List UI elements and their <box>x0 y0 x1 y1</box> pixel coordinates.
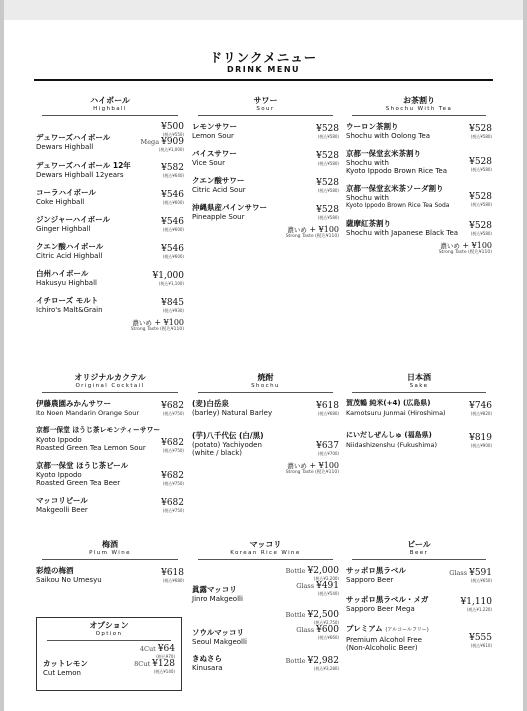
menu-item <box>346 566 492 588</box>
item-tax: (税込¥930) <box>162 308 184 313</box>
section-rule <box>47 640 171 641</box>
item-name: 伊藤農園みかんサワー <box>36 399 111 408</box>
menu-item <box>346 219 492 241</box>
item-tax: (税込¥600) <box>162 254 184 259</box>
strong-label: 濃いめ <box>287 462 307 470</box>
item-tax: (税込¥580) <box>317 215 339 220</box>
option-name: カットレモン <box>43 659 88 668</box>
glass-tax: (税込¥660) <box>317 635 339 640</box>
item-english: Saikou No Umesyu <box>36 575 102 584</box>
item-price: ¥546 <box>161 244 184 254</box>
option-row <box>43 659 175 677</box>
menu-item <box>36 242 184 264</box>
size-label: Bottle <box>285 657 306 665</box>
item-price: ¥682 <box>161 498 184 508</box>
menu-item <box>36 269 184 291</box>
section-beer <box>346 540 492 659</box>
menu-item <box>192 431 339 461</box>
menu-item <box>36 215 184 237</box>
section-tea <box>346 96 492 256</box>
bottle-price: ¥2,000 <box>307 566 339 576</box>
menu-item <box>192 566 339 606</box>
menu-item <box>192 654 339 676</box>
section-title: オプション <box>89 621 129 630</box>
strong-price: + ¥100 <box>309 461 339 470</box>
item-tax: (税込¥750) <box>162 448 184 453</box>
item-english: Jinro Makgeolli <box>192 594 243 603</box>
item-english-line2: Kyoto Ippodo Brown Rice Tea <box>346 167 448 175</box>
top-stripe <box>4 0 523 20</box>
item-tax: (税込¥1,220) <box>466 607 492 612</box>
item-price: ¥546 <box>161 217 184 227</box>
strong-option <box>346 241 492 256</box>
section-title: 梅酒 <box>102 540 118 549</box>
item-tax: (税込¥750) <box>162 508 184 513</box>
title-rule <box>34 79 493 81</box>
item-english: Vice Sour <box>192 158 226 167</box>
item-tax: (税込¥700) <box>317 451 339 456</box>
item-name: プレミアム <box>346 624 383 633</box>
item-price: ¥546 <box>161 190 184 200</box>
item-name: デュワーズハイボール 12年 <box>36 161 131 170</box>
section-rule <box>198 392 333 393</box>
item-english: Citric Acid Highball <box>36 251 103 260</box>
item-name: ジンジャーハイボール <box>36 215 110 224</box>
section-rule <box>42 559 178 560</box>
menu-item <box>36 566 184 588</box>
item-english: Makgeolli Beer <box>36 505 88 514</box>
section-rule <box>42 115 178 116</box>
size-label: Glass <box>449 569 468 577</box>
item-name: サッポロ黒ラベル・メガ <box>346 595 429 604</box>
item-name: (麦)白岳泉 <box>192 399 229 408</box>
bottle-price: ¥2,500 <box>307 610 339 620</box>
item-price: ¥528 <box>469 221 492 231</box>
item-name: マッコリビール <box>36 496 88 505</box>
menu-item <box>36 496 184 518</box>
strong-text: Strong Taste (税込¥110) <box>438 250 492 255</box>
item-name: デュワーズハイボール <box>36 133 111 142</box>
item-name: コーラハイボール <box>36 188 96 197</box>
option-english: Cut Lemon <box>43 668 81 677</box>
section-plum <box>36 540 184 593</box>
section-subtitle: Sake <box>409 383 429 389</box>
item-size-label: Mega <box>140 138 160 146</box>
menu-item <box>346 431 492 453</box>
item-english: (barley) Natural Barley <box>192 408 273 417</box>
item-price: ¥618 <box>316 401 339 411</box>
item-english: Dewars Highball <box>36 142 94 151</box>
item-tax: (税込¥580) <box>470 167 492 172</box>
strong-text: Strong Taste (税込¥110) <box>285 470 339 475</box>
item-tax: (税込¥650) <box>470 578 492 583</box>
item-price: ¥618 <box>161 568 184 578</box>
menu-item <box>36 296 184 318</box>
item-price: ¥1,000 <box>152 271 184 281</box>
item-english: Kyoto Ippodo <box>36 470 82 479</box>
section-rule <box>352 392 486 393</box>
item-name: 京都一保堂 ほうじ茶ビール <box>36 461 129 470</box>
item-english: Premium Alcohol Free <box>346 635 422 644</box>
item-english: Ginger Highball <box>36 224 91 233</box>
item-english: Seoul Makgeolli <box>192 637 247 646</box>
section-rule <box>42 392 178 393</box>
item-tax: (税込¥900) <box>470 443 492 448</box>
section-makgeolli <box>192 540 339 681</box>
menu-item <box>192 610 339 650</box>
item-english: Kinusara <box>192 663 223 672</box>
item-name: ウーロン茶割り <box>346 122 399 131</box>
section-subtitle: Highball <box>93 106 127 112</box>
item-english: Kyoto Ippodo <box>36 435 82 444</box>
item-english: Shochu with Japanese Black Tea <box>346 228 459 237</box>
size-label: Bottle <box>285 611 306 619</box>
item-name: バイスサワー <box>192 149 237 158</box>
glass-tax: (税込¥540) <box>317 591 339 596</box>
item-name: 賀茂鶴 純米(+4) (広島県) <box>346 399 431 407</box>
section-subtitle: Beer <box>409 550 429 556</box>
item-english: Shochu with <box>346 193 389 202</box>
menu-page <box>4 0 523 711</box>
option-label: 8Cut <box>134 660 151 668</box>
item-name: サッポロ黒ラベル <box>346 566 406 575</box>
item-english: Sapporo Beer Mega <box>346 604 415 613</box>
item-name: イチローズ モルト <box>36 296 99 305</box>
menu-item <box>192 149 339 171</box>
item-tax: (税込¥580) <box>470 134 492 139</box>
menu-item <box>192 399 339 421</box>
item-price: ¥528 <box>469 157 492 167</box>
item-name: (芋)八千代伝 (白/黒) <box>192 431 264 440</box>
item-tax: (税込¥820) <box>470 411 492 416</box>
item-price: ¥1,110 <box>460 597 492 607</box>
item-name: 白州ハイボール <box>36 269 89 278</box>
item-tax-mega: (税込¥1,000) <box>158 147 184 152</box>
strong-text: Strong Taste (税込¥110) <box>285 234 339 239</box>
section-cocktail <box>36 373 184 523</box>
item-english: Shochu with <box>346 158 389 167</box>
section-title: サワー <box>253 96 278 105</box>
item-price: ¥582 <box>161 163 184 173</box>
strong-option <box>192 225 339 240</box>
item-name: 彩煌の梅酒 <box>36 566 74 575</box>
item-tax: (税込¥680) <box>162 578 184 583</box>
item-price: ¥528 <box>316 205 339 215</box>
item-tax: (税込¥750) <box>162 481 184 486</box>
item-price: ¥528 <box>469 192 492 202</box>
option-label: 4Cut <box>139 645 156 653</box>
item-tax: (税込¥580) <box>317 134 339 139</box>
item-name: にいだしぜんしゅ (福島県) <box>346 431 432 439</box>
section-shochu <box>192 373 339 476</box>
option-price: ¥128 <box>152 659 175 669</box>
item-tax: (税込¥580) <box>470 202 492 207</box>
item-price: ¥746 <box>469 401 492 411</box>
item-english-line2: Roasted Green Tea Lemon Sour <box>36 444 146 452</box>
item-english: Hakusyu Highball <box>36 278 97 287</box>
section-subtitle: Shochu <box>251 383 280 389</box>
item-english-line2: Roasted Green Tea Beer <box>36 479 121 487</box>
section-title: マッコリ <box>249 540 282 549</box>
item-english-line2: (Non-Alcoholic Beer) <box>346 644 418 652</box>
item-english: Ichiro's Malt&Grain <box>36 305 103 314</box>
option-box <box>36 617 182 691</box>
section-title: オリジナルカクテル <box>74 373 146 382</box>
item-tax: (税込¥580) <box>317 161 339 166</box>
section-rule <box>352 115 486 116</box>
item-price: ¥555 <box>469 633 492 643</box>
strong-option <box>192 461 339 476</box>
menu-item <box>36 399 184 421</box>
section-title: ハイボール <box>90 96 130 105</box>
item-name: きぬさら <box>192 654 222 663</box>
glass-price: ¥491 <box>316 581 339 591</box>
strong-label: 濃いめ <box>287 226 307 234</box>
menu-item <box>346 595 492 617</box>
item-price: ¥637 <box>316 441 339 451</box>
bottle-tax: (税込¥3,280) <box>313 666 339 671</box>
menu-item <box>346 149 492 179</box>
section-highball <box>36 96 184 333</box>
item-name: ソウルマッコリ <box>192 628 244 637</box>
item-english: Coke Highball <box>36 197 85 206</box>
item-name: 薩摩紅茶割り <box>346 219 391 228</box>
item-price: ¥682 <box>161 401 184 411</box>
menu-item <box>36 122 184 156</box>
bottle-tax: (税込¥2,200) <box>313 576 339 581</box>
item-tax: (税込¥600) <box>162 200 184 205</box>
menu-item <box>346 624 492 654</box>
item-price: ¥528 <box>469 124 492 134</box>
strong-label: 濃いめ <box>132 319 152 327</box>
menu-item <box>36 161 184 183</box>
section-title: お茶割り <box>403 96 435 105</box>
menu-item <box>36 461 184 491</box>
section-subtitle: Option <box>95 631 123 637</box>
size-label: Glass <box>296 626 315 634</box>
item-price: ¥845 <box>161 298 184 308</box>
section-title: 焼酎 <box>257 373 274 382</box>
menu-item <box>192 203 339 225</box>
strong-price: + ¥100 <box>154 318 184 327</box>
bottle-price: ¥2,982 <box>307 656 339 666</box>
section-sour <box>192 96 339 240</box>
item-price: ¥591 <box>469 568 492 578</box>
item-english: Shochu with Oolong Tea <box>346 131 430 140</box>
section-title: ビール <box>407 540 431 549</box>
item-name: 眞露マッコリ <box>192 585 237 594</box>
item-english: Lemon Sour <box>192 131 234 140</box>
item-english: Niidashizenshu (Fukushima) <box>346 440 438 449</box>
menu-item <box>346 122 492 144</box>
item-english: Kamotsuru Junmai (Hiroshima) <box>346 408 446 417</box>
item-name: 京都一保堂 ほうじ茶レモンティーサワー <box>36 426 161 434</box>
item-name-note: (アルコールフリー) <box>385 627 429 633</box>
item-english-line2: (white / black) <box>192 449 243 457</box>
item-english: Dewars Highball 12years <box>36 170 124 179</box>
item-english: Sapporo Beer <box>346 575 394 584</box>
item-english: (potato) Yachiyoden <box>192 440 262 449</box>
item-tax: (税込¥680) <box>317 411 339 416</box>
item-price: ¥682 <box>161 438 184 448</box>
strong-text: Strong Taste (税込¥110) <box>130 327 184 332</box>
item-price: ¥682 <box>161 471 184 481</box>
section-subtitle: Original Cocktail <box>75 383 145 389</box>
menu-item <box>192 176 339 198</box>
item-name: 京都一保堂玄米茶割り <box>346 149 421 158</box>
item-tax: (税込¥600) <box>162 227 184 232</box>
section-subtitle: Korean Rice Wine <box>230 550 301 556</box>
item-tax: (税込¥640) <box>162 173 184 178</box>
option-tax: (税込¥70) <box>156 654 175 659</box>
item-price: ¥500 <box>161 122 184 132</box>
item-english: Citric Acid Sour <box>192 185 246 194</box>
item-price-mega: ¥909 <box>161 137 184 147</box>
size-label: Bottle <box>285 567 306 575</box>
menu-item <box>192 122 339 144</box>
section-rule <box>198 559 333 560</box>
section-sake <box>346 373 492 458</box>
item-price: ¥819 <box>469 433 492 443</box>
menu-item <box>36 426 184 456</box>
menu-item <box>36 188 184 210</box>
item-tax: (税込¥580) <box>317 188 339 193</box>
item-tax: (税込¥750) <box>162 411 184 416</box>
item-price: ¥528 <box>316 178 339 188</box>
item-tax: (税込¥580) <box>470 231 492 236</box>
item-price: ¥528 <box>316 151 339 161</box>
item-name: レモンサワー <box>192 122 237 131</box>
strong-label: 濃いめ <box>440 242 460 250</box>
strong-option <box>36 318 184 333</box>
item-price: ¥528 <box>316 124 339 134</box>
glass-price: ¥600 <box>316 625 339 635</box>
section-rule <box>352 559 486 560</box>
menu-title: ドリンクメニュー <box>209 50 318 65</box>
menu-item <box>346 399 492 421</box>
section-subtitle: Plum Wine <box>89 550 131 556</box>
option-tax: (税込¥140) <box>153 669 175 674</box>
item-english: Ito Noen Mandarin Orange Sour <box>36 408 139 417</box>
item-name: クエン酸サワー <box>192 176 245 185</box>
option-price: ¥64 <box>157 644 175 654</box>
item-tax: (税込¥1,100) <box>158 281 184 286</box>
strong-price: + ¥100 <box>462 241 492 250</box>
item-name: クエン酸ハイボール <box>36 242 104 251</box>
item-english-line2: Kyoto Ippodo Brown Rice Tea Soda <box>346 202 450 209</box>
item-english: Pineapple Sour <box>192 212 245 221</box>
section-rule <box>198 115 333 116</box>
item-tax: (税込¥550) <box>162 132 184 137</box>
section-subtitle: Shochu With Tea <box>385 106 453 112</box>
bottle-tax: (税込¥2,750) <box>313 620 339 625</box>
menu-subtitle: DRINK MENU <box>226 65 301 74</box>
item-tax: (税込¥610) <box>470 643 492 648</box>
menu-item <box>346 184 492 214</box>
size-label: Glass <box>296 582 315 590</box>
item-name: 沖縄県産パインサワー <box>192 203 267 212</box>
item-name: 京都一保堂玄米茶ソーダ割り <box>346 184 444 193</box>
option-row <box>43 644 175 659</box>
section-title: 日本酒 <box>407 373 431 382</box>
strong-price: + ¥100 <box>309 225 339 234</box>
section-subtitle: Sour <box>256 106 275 112</box>
